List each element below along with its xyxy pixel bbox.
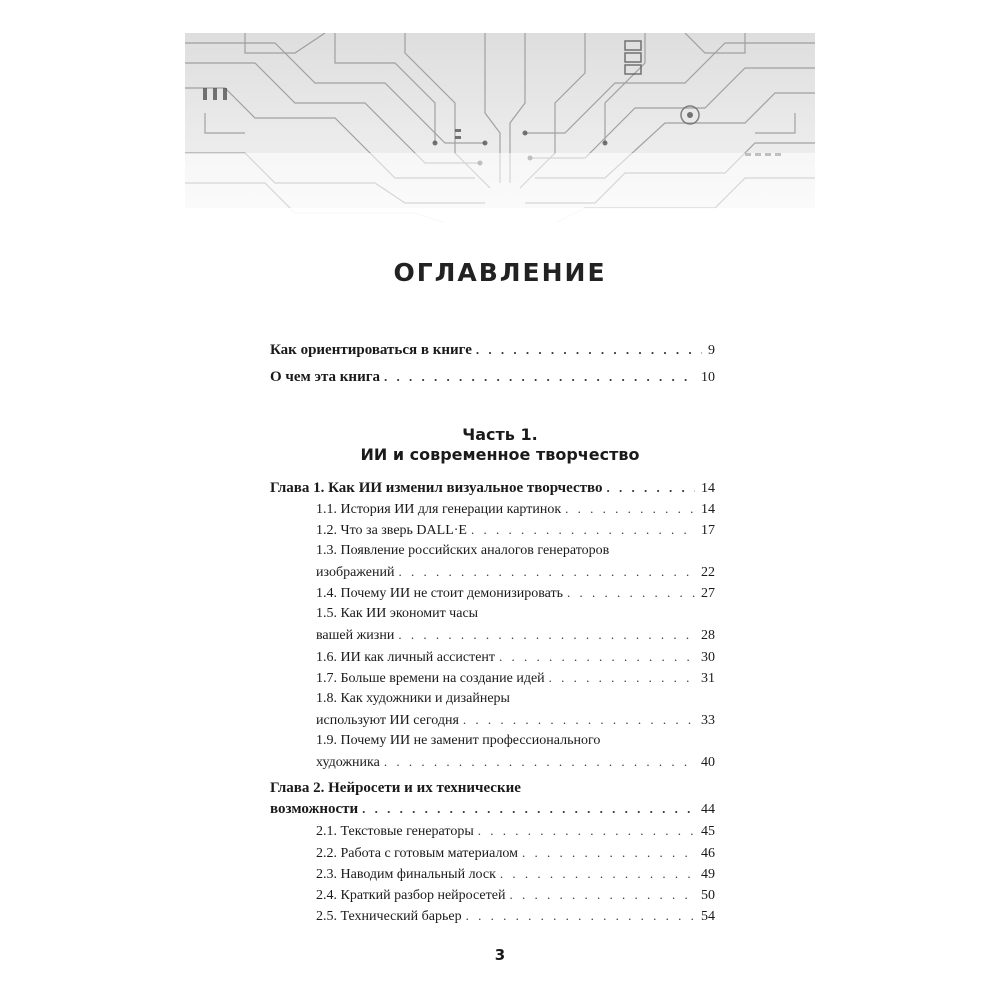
toc-section-title: 1.6. ИИ как личный ассистент bbox=[316, 650, 496, 665]
page-number: 3 bbox=[494, 946, 506, 964]
toc-section[interactable] bbox=[316, 887, 715, 904]
part-name: ИИ и современное творчество bbox=[360, 445, 640, 464]
toc-section-page: 45 bbox=[701, 824, 715, 839]
circuit-board-illustration bbox=[185, 33, 815, 283]
dot-leader bbox=[476, 342, 702, 358]
dot-leader bbox=[466, 908, 695, 924]
toc-section-page: 28 bbox=[701, 628, 715, 643]
page-title: ОГЛАВЛЕНИЕ bbox=[393, 258, 607, 287]
toc-section[interactable] bbox=[316, 712, 715, 729]
dot-leader bbox=[398, 564, 695, 580]
toc-section-title: 2.5. Технический барьер bbox=[316, 909, 462, 924]
toc-chapter-page: 44 bbox=[701, 802, 715, 817]
toc-section-page: 30 bbox=[701, 650, 715, 665]
toc-section-page: 33 bbox=[701, 713, 715, 728]
dot-leader bbox=[463, 712, 695, 728]
toc-section-title: художника bbox=[316, 755, 380, 770]
toc-section-page: 14 bbox=[701, 502, 715, 517]
dot-leader bbox=[398, 627, 695, 643]
toc-section-page: 31 bbox=[701, 671, 715, 686]
dot-leader bbox=[549, 670, 695, 686]
dot-leader bbox=[509, 887, 695, 903]
toc-section[interactable] bbox=[316, 908, 715, 925]
toc-section-title: вашей жизни bbox=[316, 628, 395, 643]
toc-section-title: 2.3. Наводим финальный лоск bbox=[316, 867, 496, 882]
toc-entry-title: Как ориентироваться в книге bbox=[270, 342, 472, 358]
toc-chapter-title: возможности bbox=[270, 801, 359, 817]
toc-section-page: 27 bbox=[701, 586, 715, 601]
toc-section-page: 22 bbox=[701, 565, 715, 580]
dot-leader bbox=[607, 480, 695, 496]
toc-chapter-title-line1[interactable]: Глава 2. Нейросети и их технические bbox=[270, 780, 521, 796]
toc-section[interactable] bbox=[316, 754, 715, 771]
toc-section-title: изображений bbox=[316, 565, 395, 580]
dot-leader bbox=[478, 823, 695, 839]
toc-section-page: 46 bbox=[701, 846, 715, 861]
dot-leader bbox=[500, 866, 695, 882]
toc-chapter[interactable] bbox=[270, 480, 715, 497]
toc-entry[interactable] bbox=[270, 342, 715, 359]
toc-section-title: 1.4. Почему ИИ не стоит демонизировать bbox=[316, 586, 564, 601]
toc-entry-page: 9 bbox=[708, 343, 715, 358]
toc-chapter-page: 14 bbox=[701, 481, 715, 496]
toc-section[interactable] bbox=[316, 564, 715, 581]
toc-section-page: 49 bbox=[701, 867, 715, 882]
toc-chapter[interactable] bbox=[270, 801, 715, 818]
toc-entry-title: О чем эта книга bbox=[270, 369, 381, 385]
toc-section-title-line1[interactable]: 1.8. Как художники и дизайнеры bbox=[316, 691, 510, 706]
toc-section-title-line1[interactable]: 1.9. Почему ИИ не заменит профессионального bbox=[316, 733, 601, 748]
toc-section[interactable] bbox=[316, 649, 715, 666]
toc-section-title: 2.4. Краткий разбор нейросетей bbox=[316, 888, 506, 903]
toc-section[interactable] bbox=[316, 823, 715, 840]
toc-section[interactable] bbox=[316, 845, 715, 862]
dot-leader bbox=[565, 501, 695, 517]
toc-section[interactable] bbox=[316, 866, 715, 883]
toc-section[interactable] bbox=[316, 501, 715, 518]
toc-section-title: 1.1. История ИИ для генерации картинок bbox=[316, 502, 562, 517]
toc-section-page: 40 bbox=[701, 755, 715, 770]
toc-section-title: 1.2. Что за зверь DALL·E bbox=[316, 523, 467, 538]
toc-section-title-line1[interactable]: 1.3. Появление российских аналогов генераторов bbox=[316, 543, 610, 558]
toc-section-title: 1.7. Больше времени на создание идей bbox=[316, 671, 545, 686]
dot-leader bbox=[362, 801, 695, 817]
dot-leader bbox=[471, 522, 695, 538]
toc-chapter-title: Глава 1. Как ИИ изменил визуальное творчество bbox=[270, 480, 603, 496]
toc-entry-page: 10 bbox=[701, 370, 715, 385]
dot-leader bbox=[384, 754, 695, 770]
toc-section[interactable] bbox=[316, 670, 715, 687]
toc-section-page: 54 bbox=[701, 909, 715, 924]
toc-entry[interactable] bbox=[270, 369, 715, 386]
toc-section[interactable] bbox=[316, 585, 715, 602]
toc-section-page: 17 bbox=[701, 523, 715, 538]
toc-section[interactable] bbox=[316, 627, 715, 644]
toc-section-title-line1[interactable]: 1.5. Как ИИ экономит часы bbox=[316, 606, 479, 621]
toc-section-title: 2.1. Текстовые генераторы bbox=[316, 824, 474, 839]
toc-section-title: используют ИИ сегодня bbox=[316, 713, 459, 728]
toc-section-page: 50 bbox=[701, 888, 715, 903]
dot-leader bbox=[384, 369, 695, 385]
part-label: Часть 1. bbox=[462, 425, 538, 444]
dot-leader bbox=[567, 585, 695, 601]
dot-leader bbox=[522, 845, 695, 861]
toc-section[interactable] bbox=[316, 522, 715, 539]
toc-section-title: 2.2. Работа с готовым материалом bbox=[316, 846, 519, 861]
dot-leader bbox=[499, 649, 695, 665]
